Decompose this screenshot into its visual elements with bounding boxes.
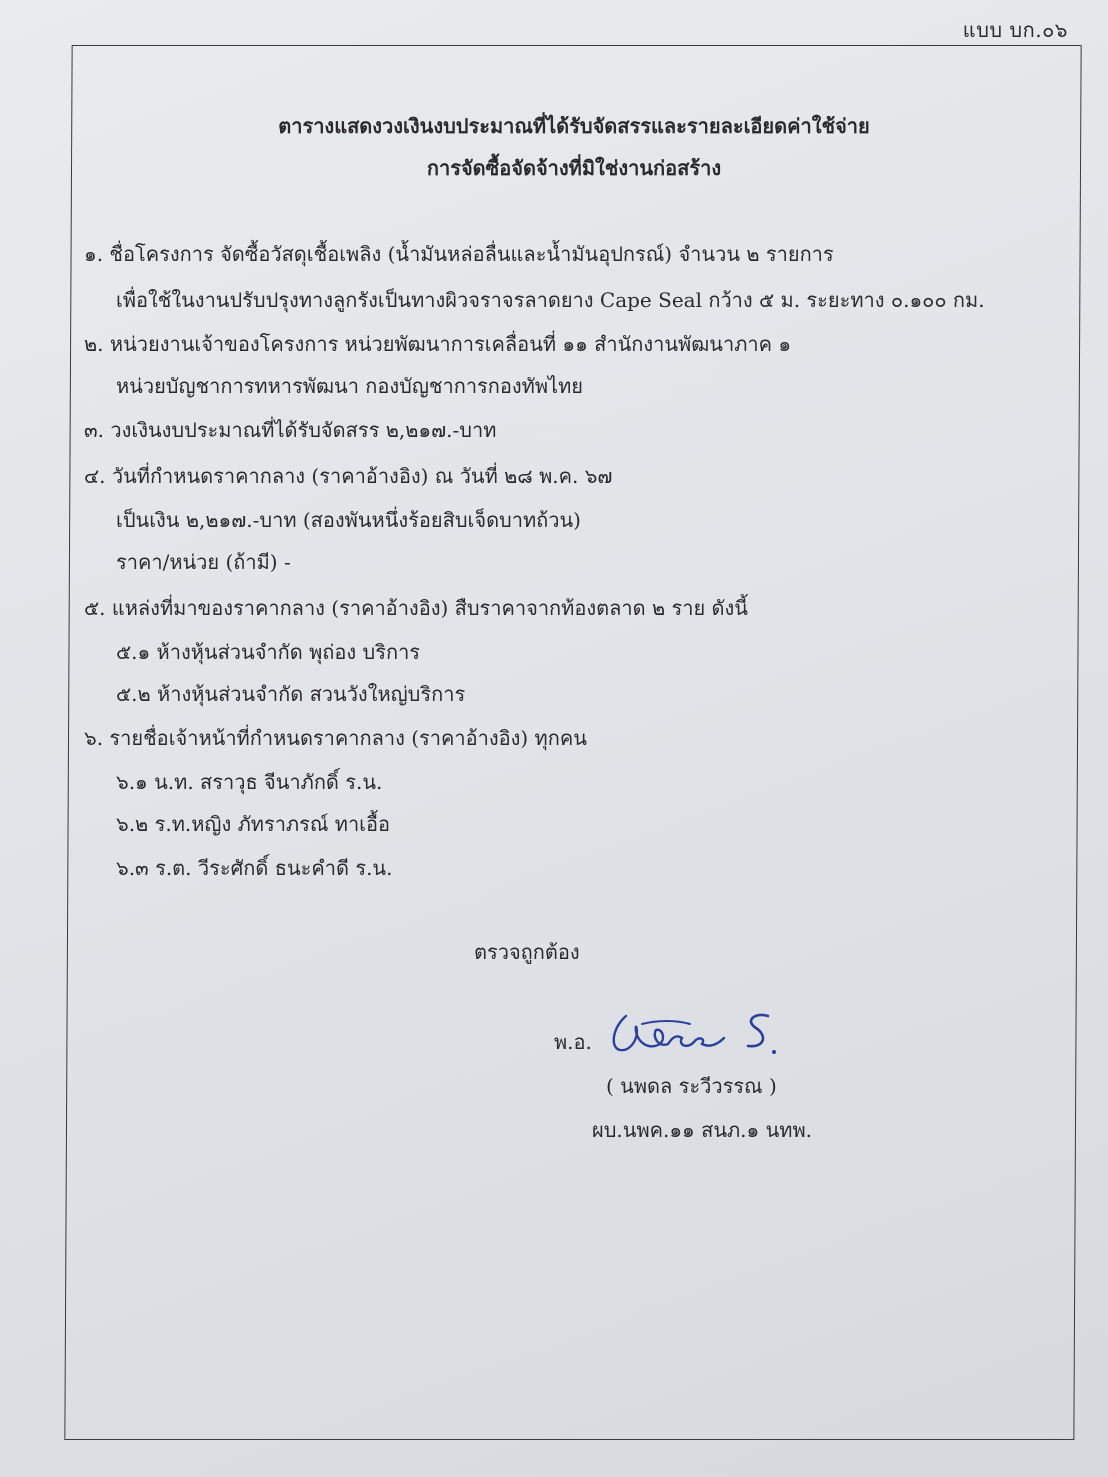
- item-5-price-source: ๕. แหล่งที่มาของราคากลาง (ราคาอ้างอิง) สืบราคาจากท้องตลาด ๒ ราย ดังนี้: [84, 596, 748, 620]
- item-1-project-name: ๑. ชื่อโครงการ จัดซื้อวัสดุเชื้อเพลิง (น้ำมันหล่อลื่นและน้ำมันอุปกรณ์) จำนวน ๒ รายการ: [84, 242, 834, 266]
- document-subtitle: การจัดซื้อจัดจ้างที่มิใช่งานก่อสร้าง: [426, 156, 722, 180]
- item-6-1-officer: ๖.๑ น.ท. สราวุธ จีนาภักดิ์ ร.น.: [116, 770, 383, 794]
- document-title: ตารางแสดงวงเงินงบประมาณที่ได้รับจัดสรรและรายละเอียดค่าใช้จ่าย: [278, 114, 870, 138]
- form-code: แบบ บก.๐๖: [962, 18, 1068, 42]
- handwritten-signature: [606, 1008, 786, 1064]
- item-6-2-officer: ๖.๒ ร.ท.หญิง ภัทราภรณ์ ทาเอื้อ: [116, 812, 391, 836]
- item-5-2-vendor: ๕.๒ ห้างหุ้นส่วนจำกัด สวนวังใหญ่บริการ: [116, 682, 466, 706]
- signer-name: ( นพดล ระวีวรรณ ): [606, 1074, 777, 1098]
- signer-rank: พ.อ.: [554, 1030, 592, 1054]
- item-2-owner-command: หน่วยบัญชาการทหารพัฒนา กองบัญชาการกองทัพไทย: [116, 374, 584, 398]
- item-4-unit-price: ราคา/หน่วย (ถ้ามี) -: [116, 550, 291, 574]
- item-3-budget: ๓. วงเงินงบประมาณที่ได้รับจัดสรร ๒,๒๑๗.-บาท: [84, 418, 497, 442]
- signer-position: ผบ.นพค.๑๑ สนภ.๑ นทพ.: [592, 1118, 812, 1142]
- item-6-3-officer: ๖.๓ ร.ต. วีระศักดิ์ ธนะคำดี ร.น.: [116, 856, 393, 880]
- item-4-reference-date: ๔. วันที่กำหนดราคากลาง (ราคาอ้างอิง) ณ วันที่ ๒๘ พ.ค. ๖๗: [84, 464, 613, 488]
- item-1-project-purpose: เพื่อใช้ในงานปรับปรุงทางลูกรังเป็นทางผิวจราจรลาดยาง Cape Seal กว้าง ๕ ม. ระยะทาง ๐.๑๐๐ กม.: [116, 288, 985, 312]
- item-6-officers: ๖. รายชื่อเจ้าหน้าที่กำหนดราคากลาง (ราคาอ้างอิง) ทุกคน: [84, 726, 587, 750]
- item-4-amount: เป็นเงิน ๒,๒๑๗.-บาท (สองพันหนึ่งร้อยสิบเจ็ดบาทถ้วน): [116, 508, 581, 532]
- item-2-owner-unit: ๒. หน่วยงานเจ้าของโครงการ หน่วยพัฒนาการเคลื่อนที่ ๑๑ สำนักงานพัฒนาภาค ๑: [84, 332, 792, 356]
- certify-label: ตรวจถูกต้อง: [474, 940, 580, 964]
- item-5-1-vendor: ๕.๑ ห้างหุ้นส่วนจำกัด พุถ่อง บริการ: [116, 640, 421, 664]
